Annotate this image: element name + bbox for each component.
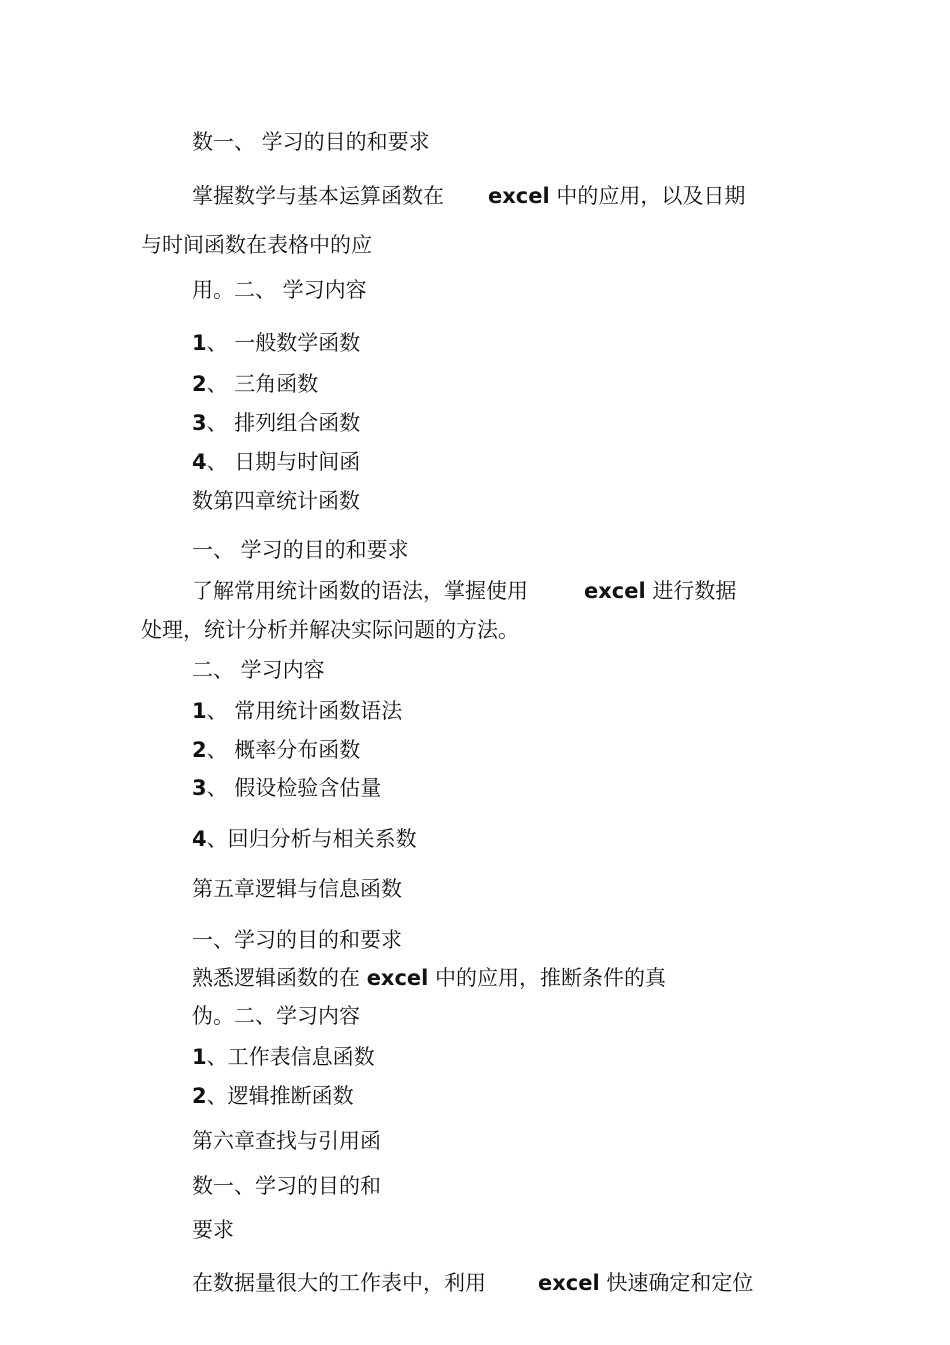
chapter-heading: 数第四章统计函数 [192,489,360,513]
list-text: 、逻辑推断函数 [206,1084,354,1108]
section-heading: 二、 学习内容 [192,658,325,682]
list-number: 4 [192,827,207,851]
list-number: 2 [192,372,207,396]
list-item [192,829,417,850]
paragraph-line [192,581,736,602]
paragraph-line [192,186,745,207]
text-span: 进行数据 [645,579,737,603]
section-heading: 要求 [192,1218,234,1242]
section-heading: 一、 学习的目的和要求 [192,538,409,562]
list-item [192,1047,375,1068]
text-span: 掌握数学与基本运算函数在 [192,184,444,208]
paragraph-line: 处理，统计分析并解决实际问题的方法。 [141,618,519,642]
list-item [192,701,402,722]
excel-keyword: excel [488,184,550,208]
list-text: 、 一般数学函数 [206,331,361,355]
list-number: 3 [192,411,207,435]
chapter-heading: 第五章逻辑与信息函数 [192,877,402,901]
list-number: 2 [192,1084,207,1108]
paragraph-line [192,968,666,989]
list-text: 、 概率分布函数 [206,738,361,762]
paragraph-line: 用。二、 学习内容 [192,278,367,302]
paragraph-line: 与时间函数在表格中的应 [141,233,372,257]
text-span: 中的应用，推断条件的真 [428,966,667,990]
list-number: 4 [192,450,207,474]
list-text: 、 假设检验含估量 [206,776,382,800]
text-span: 中的应用，以及日期 [549,184,746,208]
list-text: 、 常用统计函数语法 [206,699,403,723]
section-heading: 一、学习的目的和要求 [192,928,402,952]
text-span: 快速确定和定位 [599,1271,754,1295]
list-number: 1 [192,331,207,355]
heading-objectives: 数一、 学习的目的和要求 [192,130,430,154]
paragraph-line [192,1273,753,1294]
list-number: 1 [192,1045,207,1069]
text-span: 熟悉逻辑函数的在 [192,966,367,990]
list-number: 3 [192,776,207,800]
list-item [192,778,381,799]
list-item [192,452,360,473]
list-text: 、工作表信息函数 [206,1045,375,1069]
list-item [192,740,360,761]
list-number: 2 [192,738,207,762]
section-heading: 数一、学习的目的和 [192,1174,381,1198]
list-item [192,413,360,434]
list-item [192,333,360,354]
text-span: 在数据量很大的工作表中，利用 [192,1271,486,1295]
excel-keyword: excel [584,579,646,603]
list-text: 、 三角函数 [206,372,319,396]
list-item [192,374,318,395]
text-span: 了解常用统计函数的语法，掌握使用 [192,579,528,603]
chapter-heading: 第六章查找与引用函 [192,1129,381,1153]
list-text: 、 排列组合函数 [206,411,361,435]
list-text: 、 日期与时间函 [206,450,361,474]
paragraph-line: 伪。二、学习内容 [192,1004,360,1028]
list-item [192,1086,354,1107]
excel-keyword: excel [538,1271,600,1295]
list-number: 1 [192,699,207,723]
excel-keyword: excel [366,966,429,990]
list-text: 、回归分析与相关系数 [206,827,417,851]
